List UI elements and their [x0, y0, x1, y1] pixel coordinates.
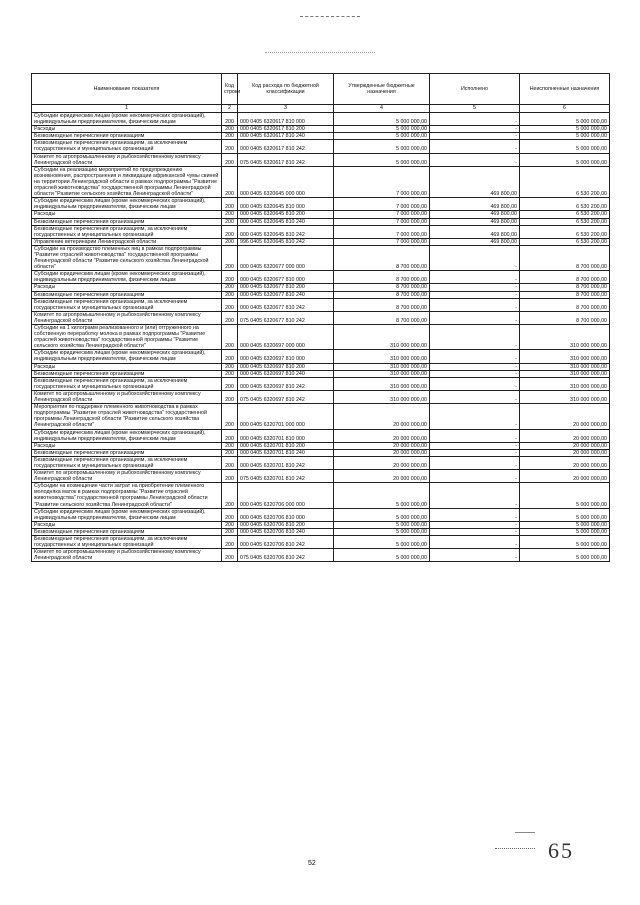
table-row [32, 363, 610, 370]
table-row [32, 238, 610, 245]
row-done: - [430, 133, 520, 140]
table-row [32, 225, 610, 238]
row-rest: 310 000 000,00 [520, 363, 610, 370]
row-name: Расходы [32, 521, 222, 528]
row-approved: 310 000 000,00 [334, 325, 430, 350]
table-row [32, 521, 610, 528]
row-code: 200 [222, 298, 238, 311]
row-approved: 5 000 000,00 [334, 140, 430, 153]
table-row [32, 370, 610, 377]
table-row [32, 198, 610, 211]
row-name: Комитет по агропромышленному и рыбохозяйственному комплексу Ленинградской области [32, 311, 222, 324]
row-rest: 5 000 000,00 [520, 133, 610, 140]
row-code: 200 [222, 508, 238, 521]
row-rest: 5 000 000,00 [520, 536, 610, 549]
row-code: 200 [222, 245, 238, 270]
row-done: 469 800,00 [430, 225, 520, 238]
row-code: 200 [222, 126, 238, 133]
row-kbk: 000 0405 6320706 000 000 [238, 483, 334, 508]
row-name: Комитет по агропромышленному и рыбохозяйственному комплексу Ленинградской области [32, 470, 222, 483]
row-done: - [430, 153, 520, 166]
row-code: 200 [222, 166, 238, 197]
row-done: - [430, 291, 520, 298]
row-kbk: 075 0405 6320697 810 242 [238, 390, 334, 403]
row-code: 200 [222, 521, 238, 528]
row-kbk: 000 0405 6320697 810 242 [238, 377, 334, 390]
row-code: 200 [222, 291, 238, 298]
row-approved: 5 000 000,00 [334, 153, 430, 166]
header-approved: Утвержденные бюджетные назначения [334, 74, 430, 105]
table-row [32, 377, 610, 390]
row-code: 200 [222, 225, 238, 238]
row-rest: 310 000 000,00 [520, 325, 610, 350]
header-code: Код строки [222, 74, 238, 105]
row-approved: 8 700 000,00 [334, 271, 430, 284]
row-approved: 5 000 000,00 [334, 508, 430, 521]
row-code: 200 [222, 449, 238, 456]
row-done: - [430, 363, 520, 370]
row-name: Безвозмездные перечисления организациям, за исключением государственных и муниципальных организаций [32, 536, 222, 549]
row-name: Субсидии юридическим лицам (кроме некоммерческих организаций), индивидуальным предпринимателям, физическим лицам [32, 113, 222, 126]
col-num: 6 [520, 105, 610, 113]
row-kbk: 000 0405 6320617 810 200 [238, 126, 334, 133]
row-rest: 5 000 000,00 [520, 126, 610, 133]
row-name: Комитет по агропромышленному и рыбохозяйственному комплексу Ленинградской области [32, 390, 222, 403]
row-code: 200 [222, 133, 238, 140]
row-rest: 5 000 000,00 [520, 521, 610, 528]
row-name: Безвозмездные перечисления организациям [32, 291, 222, 298]
row-kbk: 000 0405 6320617 810 240 [238, 133, 334, 140]
row-rest: 5 000 000,00 [520, 113, 610, 126]
col-num: 5 [430, 105, 520, 113]
row-rest: 310 000 000,00 [520, 350, 610, 363]
row-kbk: 000 0405 6320706 810 000 [238, 508, 334, 521]
table-row [32, 483, 610, 508]
row-kbk: 000 0405 6320701 000 000 [238, 404, 334, 429]
row-approved: 20 000 000,00 [334, 470, 430, 483]
row-code: 200 [222, 429, 238, 442]
row-approved: 20 000 000,00 [334, 456, 430, 469]
row-approved: 310 000 000,00 [334, 390, 430, 403]
row-rest: 5 000 000,00 [520, 153, 610, 166]
row-rest: 20 000 000,00 [520, 429, 610, 442]
row-done: - [430, 404, 520, 429]
row-kbk: 000 0405 6320697 810 240 [238, 370, 334, 377]
row-code: 200 [222, 528, 238, 535]
row-approved: 20 000 000,00 [334, 442, 430, 449]
row-name: Безвозмездные перечисления организациям, за исключением государственных и муниципальных организаций [32, 298, 222, 311]
row-code: 200 [222, 370, 238, 377]
row-approved: 20 000 000,00 [334, 449, 430, 456]
table-row [32, 133, 610, 140]
row-done: - [430, 528, 520, 535]
row-name: Расходы [32, 363, 222, 370]
row-kbk: 075 0405 6320701 810 242 [238, 470, 334, 483]
row-code: 200 [222, 549, 238, 562]
table-row [32, 284, 610, 291]
table-row [32, 442, 610, 449]
row-name: Безвозмездные перечисления организациям, за исключением государственных и муниципальных организаций [32, 140, 222, 153]
row-approved: 7 000 000,00 [334, 166, 430, 197]
row-name: Субсидии на реализацию мероприятий по предупреждению возникновения, распространения и ликвидации африканской чумы свиней на территории Ленинградской области в рамках подпрограммы "Развитие отраслей животноводства" государственной программы Ленинградской области "Развитие сельского хозяйства Ленинградской области" [32, 166, 222, 197]
header-kbk: Код расхода по бюджетной классификации [238, 74, 334, 105]
column-numbers-row [32, 105, 610, 113]
table-row [32, 153, 610, 166]
row-kbk: 000 0405 6320697 810 000 [238, 350, 334, 363]
row-name: Субсидии юридическим лицам (кроме некоммерческих организаций), индивидуальным предпринимателям, физическим лицам [32, 198, 222, 211]
row-name: Безвозмездные перечисления организациям [32, 449, 222, 456]
row-code: 200 [222, 390, 238, 403]
row-code: 200 [222, 377, 238, 390]
row-code: 200 [222, 198, 238, 211]
row-name: Комитет по агропромышленному и рыбохозяйственному комплексу Ленинградской области [32, 549, 222, 562]
row-code: 200 [222, 363, 238, 370]
row-approved: 310 000 000,00 [334, 350, 430, 363]
row-rest: 6 530 200,00 [520, 166, 610, 197]
row-kbk: 075 0405 6320677 810 242 [238, 311, 334, 324]
row-rest: 5 000 000,00 [520, 549, 610, 562]
row-done: 469 800,00 [430, 166, 520, 197]
row-approved: 5 000 000,00 [334, 113, 430, 126]
row-rest: 8 700 000,00 [520, 298, 610, 311]
row-name: Безвозмездные перечисления организациям [32, 370, 222, 377]
row-done: - [430, 377, 520, 390]
row-rest: 5 000 000,00 [520, 528, 610, 535]
row-approved: 5 000 000,00 [334, 483, 430, 508]
row-rest: 310 000 000,00 [520, 370, 610, 377]
row-approved: 5 000 000,00 [334, 133, 430, 140]
row-code: 200 [222, 211, 238, 218]
handwritten-page-number: 65 [548, 838, 574, 863]
row-rest: 8 700 000,00 [520, 291, 610, 298]
row-done: - [430, 449, 520, 456]
col-num: 1 [32, 105, 222, 113]
row-kbk: 000 0405 6320617 810 242 [238, 140, 334, 153]
row-kbk: 000 0405 6320697 810 200 [238, 363, 334, 370]
row-kbk: 000 0405 6320617 810 000 [238, 113, 334, 126]
row-approved: 310 000 000,00 [334, 363, 430, 370]
row-kbk: 075 0405 6320617 810 242 [238, 153, 334, 166]
table-row [32, 140, 610, 153]
row-name: Безвозмездные перечисления организациям [32, 133, 222, 140]
row-kbk: 000 0405 6320677 810 242 [238, 298, 334, 311]
table-row [32, 404, 610, 429]
row-rest: 6 530 200,00 [520, 238, 610, 245]
row-code: 200 [222, 456, 238, 469]
row-name: Мероприятия по поддержке племенного животноводства в рамках подпрограммы "Развитие отраслей животноводства" государственной программы Ленинградской области "Развитие сельского хозяйства Ленинградской области" [32, 404, 222, 429]
row-name: Управление ветеринарии Ленинградской области [32, 238, 222, 245]
row-code: 200 [222, 284, 238, 291]
row-done: - [430, 536, 520, 549]
table-row [32, 470, 610, 483]
row-done: - [430, 429, 520, 442]
header-name: Наименование показателя [32, 74, 222, 105]
header-rest: Неисполненные назначения [520, 74, 610, 105]
row-done: - [430, 390, 520, 403]
row-rest: 20 000 000,00 [520, 456, 610, 469]
row-kbk: 000 0405 6320677 810 200 [238, 284, 334, 291]
row-rest: 20 000 000,00 [520, 470, 610, 483]
table-row [32, 298, 610, 311]
handwritten-stroke [515, 832, 535, 833]
row-kbk: 000 0405 6320645 000 000 [238, 166, 334, 197]
row-name: Субсидии юридическим лицам (кроме некоммерческих организаций), индивидуальным предпринимателям, физическим лицам [32, 271, 222, 284]
row-rest: 20 000 000,00 [520, 404, 610, 429]
row-rest: 6 530 200,00 [520, 198, 610, 211]
row-name: Расходы [32, 126, 222, 133]
row-rest: 5 000 000,00 [520, 508, 610, 521]
row-code: 200 [222, 470, 238, 483]
row-approved: 5 000 000,00 [334, 536, 430, 549]
row-done: - [430, 456, 520, 469]
table-row [32, 126, 610, 133]
row-done: - [430, 298, 520, 311]
row-approved: 8 700 000,00 [334, 291, 430, 298]
row-approved: 310 000 000,00 [334, 377, 430, 390]
row-approved: 8 700 000,00 [334, 298, 430, 311]
row-done: - [430, 549, 520, 562]
row-name: Безвозмездные перечисления организациям, за исключением государственных и муниципальных организаций [32, 225, 222, 238]
row-kbk: 000 0405 6320677 810 240 [238, 291, 334, 298]
table-row [32, 429, 610, 442]
row-rest: 20 000 000,00 [520, 449, 610, 456]
row-code: 200 [222, 350, 238, 363]
page-number: 52 [308, 860, 316, 867]
row-approved: 7 000 000,00 [334, 225, 430, 238]
row-code: 200 [222, 113, 238, 126]
row-code: 200 [222, 325, 238, 350]
table-row [32, 325, 610, 350]
row-done: - [430, 140, 520, 153]
row-approved: 8 700 000,00 [334, 311, 430, 324]
row-done: - [430, 245, 520, 270]
col-num: 4 [334, 105, 430, 113]
top-scan-mark [300, 8, 360, 17]
row-name: Безвозмездные перечисления организациям [32, 528, 222, 535]
row-approved: 20 000 000,00 [334, 429, 430, 442]
row-done: - [430, 325, 520, 350]
table-header-row [32, 74, 610, 105]
table-row [32, 390, 610, 403]
table-row [32, 449, 610, 456]
row-name: Безвозмездные перечисления организациям, за исключением государственных и муниципальных организаций [32, 456, 222, 469]
row-name: Субсидии юридическим лицам (кроме некоммерческих организаций), индивидуальным предпринимателям, физическим лицам [32, 508, 222, 521]
row-done: - [430, 521, 520, 528]
row-kbk: 000 0405 6320701 810 000 [238, 429, 334, 442]
row-name: Расходы [32, 211, 222, 218]
row-rest: 8 700 000,00 [520, 284, 610, 291]
row-approved: 5 000 000,00 [334, 521, 430, 528]
row-rest: 5 000 000,00 [520, 483, 610, 508]
row-rest: 310 000 000,00 [520, 390, 610, 403]
row-rest: 8 700 000,00 [520, 271, 610, 284]
row-name: Безвозмездные перечисления организациям [32, 218, 222, 225]
row-code: 200 [222, 442, 238, 449]
row-done: - [430, 271, 520, 284]
col-num: 2 [222, 105, 238, 113]
table-row [32, 456, 610, 469]
row-approved: 8 700 000,00 [334, 284, 430, 291]
col-num: 3 [238, 105, 334, 113]
row-approved: 8 700 000,00 [334, 245, 430, 270]
row-done: - [430, 483, 520, 508]
row-name: Субсидии на 1 килограмм реализованного и (или) отгруженного на собственную переработку молока в рамках подпрограммы "Развитие отраслей животноводства" государственной программы "Развитие сельского хозяйства Ленинградской области" [32, 325, 222, 350]
row-name: Субсидии на возмещение части затрат на приобретение племенного молодняка маток в рамках подпрограммы "Развитие отраслей животноводства" государственной программы Ленинградской области "Развитие сельского хозяйства Ленинградской области" [32, 483, 222, 508]
row-rest: 20 000 000,00 [520, 442, 610, 449]
row-approved: 7 000 000,00 [334, 218, 430, 225]
row-rest: 6 530 200,00 [520, 211, 610, 218]
row-rest: 8 700 000,00 [520, 245, 610, 270]
table-row [32, 508, 610, 521]
row-approved: 310 000 000,00 [334, 370, 430, 377]
row-name: Безвозмездные перечисления организациям, за исключением государственных и муниципальных организаций [32, 377, 222, 390]
table-row [32, 311, 610, 324]
row-kbk: 000 0405 6320645 810 242 [238, 225, 334, 238]
row-kbk: 996 0405 6320645 810 242 [238, 238, 334, 245]
row-name: Комитет по агропромышленному и рыбохозяйственному комплексу Ленинградской области [32, 153, 222, 166]
row-code: 200 [222, 311, 238, 324]
row-done: - [430, 508, 520, 521]
row-kbk: 000 0405 6320645 810 200 [238, 211, 334, 218]
row-kbk: 000 0405 6320701 810 242 [238, 456, 334, 469]
table-row [32, 113, 610, 126]
table-row [32, 218, 610, 225]
row-code: 200 [222, 483, 238, 508]
row-kbk: 000 0405 6320701 810 200 [238, 442, 334, 449]
row-code: 200 [222, 238, 238, 245]
row-done: 469 800,00 [430, 211, 520, 218]
row-name: Субсидии юридическим лицам (кроме некоммерческих организаций), индивидуальным предпринимателям, физическим лицам [32, 429, 222, 442]
row-kbk: 000 0405 6320645 810 000 [238, 198, 334, 211]
row-name: Субсидии юридическим лицам (кроме некоммерческих организаций), индивидуальным предпринимателям, физическим лицам [32, 350, 222, 363]
budget-execution-table [31, 73, 610, 562]
row-approved: 7 000 000,00 [334, 238, 430, 245]
row-rest: 310 000 000,00 [520, 377, 610, 390]
table-row [32, 211, 610, 218]
row-approved: 7 000 000,00 [334, 211, 430, 218]
row-kbk: 000 0405 6320706 810 240 [238, 528, 334, 535]
table-row [32, 271, 610, 284]
table-row [32, 528, 610, 535]
row-rest: 6 530 200,00 [520, 225, 610, 238]
row-approved: 5 000 000,00 [334, 528, 430, 535]
row-rest: 8 700 000,00 [520, 311, 610, 324]
row-rest: 5 000 000,00 [520, 140, 610, 153]
row-code: 200 [222, 536, 238, 549]
row-kbk: 000 0405 6320677 810 000 [238, 271, 334, 284]
row-done: - [430, 284, 520, 291]
row-name: Расходы [32, 284, 222, 291]
row-approved: 7 000 000,00 [334, 198, 430, 211]
row-name: Субсидии на производство племенных яиц в рамках подпрограммы "Развитие отраслей животноводства" государственной программы Ленинградской области "Развитие сельского хозяйства Ленинградской области" [32, 245, 222, 270]
row-done: - [430, 350, 520, 363]
row-approved: 5 000 000,00 [334, 549, 430, 562]
row-done: - [430, 311, 520, 324]
row-approved: 5 000 000,00 [334, 126, 430, 133]
table-row [32, 166, 610, 197]
row-code: 200 [222, 271, 238, 284]
row-done: - [430, 126, 520, 133]
row-kbk: 000 0405 6320677 000 000 [238, 245, 334, 270]
row-done: - [430, 470, 520, 483]
row-code: 200 [222, 140, 238, 153]
row-code: 200 [222, 153, 238, 166]
row-kbk: 000 0405 6320706 810 242 [238, 536, 334, 549]
row-done: - [430, 113, 520, 126]
table-body [32, 113, 610, 562]
row-done: 469 800,00 [430, 238, 520, 245]
header-scan-marks [265, 52, 375, 57]
row-rest: 6 530 200,00 [520, 218, 610, 225]
row-code: 200 [222, 404, 238, 429]
row-done: 469 800,00 [430, 198, 520, 211]
table-row [32, 536, 610, 549]
handwritten-scribble [495, 848, 535, 851]
table-row [32, 549, 610, 562]
row-name: Расходы [32, 442, 222, 449]
row-done: 469 800,00 [430, 218, 520, 225]
table-row [32, 291, 610, 298]
row-kbk: 000 0405 6320701 810 240 [238, 449, 334, 456]
header-done: Исполнено [430, 74, 520, 105]
row-kbk: 000 0405 6320697 000 000 [238, 325, 334, 350]
row-kbk: 000 0405 6320645 810 240 [238, 218, 334, 225]
row-code: 200 [222, 218, 238, 225]
table-row [32, 245, 610, 270]
row-kbk: 000 0405 6320706 810 200 [238, 521, 334, 528]
table-row [32, 350, 610, 363]
row-done: - [430, 370, 520, 377]
row-kbk: 075 0405 6320706 810 242 [238, 549, 334, 562]
row-approved: 20 000 000,00 [334, 404, 430, 429]
row-done: - [430, 442, 520, 449]
